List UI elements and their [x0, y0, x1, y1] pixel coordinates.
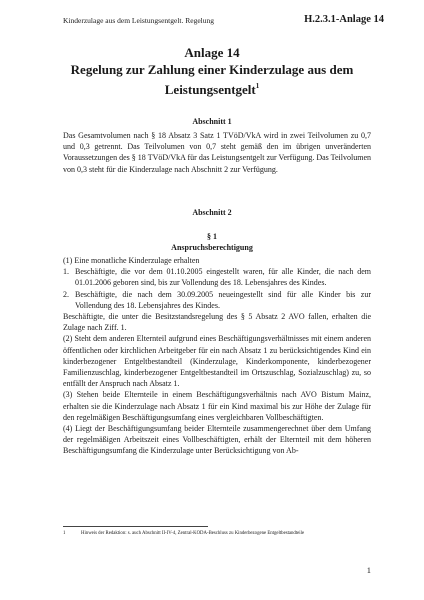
document-title-line1: Regelung zur Zahlung einer Kinderzulage aus dem — [70, 62, 354, 77]
footnote-text: Hinweis der Redaktion: s. auch Abschnitt II-IV-4, Zentral-KODA-Beschluss zu Kinderbezogene Entgeltbestandteile — [81, 531, 305, 536]
running-header-code: H.2.3.1-Anlage 14 — [304, 14, 384, 25]
list-item-number: 1. — [63, 267, 69, 277]
paragraph-number: § 1 — [207, 232, 217, 241]
annex-title: Anlage 14 — [184, 45, 240, 60]
running-header-title: Kinderzulage aus dem Leistungsentgelt. Regelung — [63, 16, 214, 25]
footnote — [63, 531, 304, 536]
footnote-reference[interactable]: 1 — [255, 82, 260, 90]
section1-heading: Abschnitt 1 — [192, 117, 232, 126]
list-item-text: Beschäftigte, die vor dem 01.10.2005 eingestellt waren, für alle Kinder, die nach dem 01.01.2006 geboren sind, bis zur Vollendung des 18. Lebensjahres des Kindes. — [75, 267, 371, 288]
besitzstand-note: Beschäftigte, die unter die Besitzstandsregelung des § 5 Absatz 2 AVO fallen, erhalten die Zulage nach Ziff. 1. — [63, 312, 371, 333]
footnote-separator — [63, 526, 208, 527]
subsection-2: (2) Steht dem anderen Elternteil aufgrund eines Beschäftigungsverhältnisses mit einem anderen öffentlichen oder kirchlichen Arbeitgeber für ein nach Absatz 1 zu berücksichtigendes Kind ein kinderbezogener Entgeltbestandteil (Kinderzulage, Kinderkomponente, kinderbezogener Familienzuschlag, kinderbezogener Entgeltbestandteil im Ortszuschlag, Sozialzuschlag) zu, so entfällt der Anspruch nach Absatz 1. — [63, 334, 371, 389]
section2-body — [63, 255, 371, 457]
list-item — [63, 289, 371, 311]
document-title-line2 — [0, 78, 424, 98]
list-item — [63, 266, 371, 288]
section1-body — [63, 130, 371, 175]
list-item-text: Beschäftigte, die nach dem 30.09.2005 neueingestellt sind für alle Kinder bis zur Vollendung des 18. Lebensjahres des Kindes. — [75, 289, 371, 310]
list-item-number: 2. — [63, 289, 69, 299]
subsection-3: (3) Stehen beide Elternteile in einem Beschäftigungsverhältnis nach AVO Bistum Mainz, erhalten sie die Kinderzulage nach Absatz 1 für ein Kind maximal bis zur Höhe der Zulage für den regelmäßigen Beschäftigungsumfang eines vergleichbaren Vollbeschäftigten. — [63, 390, 371, 422]
section1-text: Das Gesamtvolumen nach § 18 Absatz 3 Satz 1 TVöD/VkA wird in zwei Teilvolumen zu 0,7 und 0,3 getrennt. Das Teilvolumen von 0,7 steht gemäß den im übrigen unveränderten Voraussetzungen des § 18 TVöD/VkA für das Leistungsentgelt zur Verfügung. Das Teilvolumen von 0,3 steht für die Kinderzulage nach Abschnitt 2 zur Verfügung. — [63, 131, 371, 174]
paragraph-title: Anspruchsberechtigung — [171, 243, 253, 252]
section2-heading: Abschnitt 2 — [192, 208, 232, 217]
page-number: 1 — [366, 565, 371, 575]
subsection-4: (4) Liegt der Beschäftigungsumfang beider Elternteile zusammengerechnet über dem Umfang der regelmäßigen Arbeitszeit eines Vollbeschäftigten, erhält der Elternteil mit dem höheren Beschäftigungsumfang die Kinderzulage unter Berücksichtigung von Ab- — [63, 424, 371, 456]
document-title-line2-text: Leistungsentgelt — [164, 82, 256, 97]
subsection-1: (1) Eine monatliche Kinderzulage erhalten — [63, 256, 200, 265]
footnote-number: 1 — [63, 531, 66, 536]
